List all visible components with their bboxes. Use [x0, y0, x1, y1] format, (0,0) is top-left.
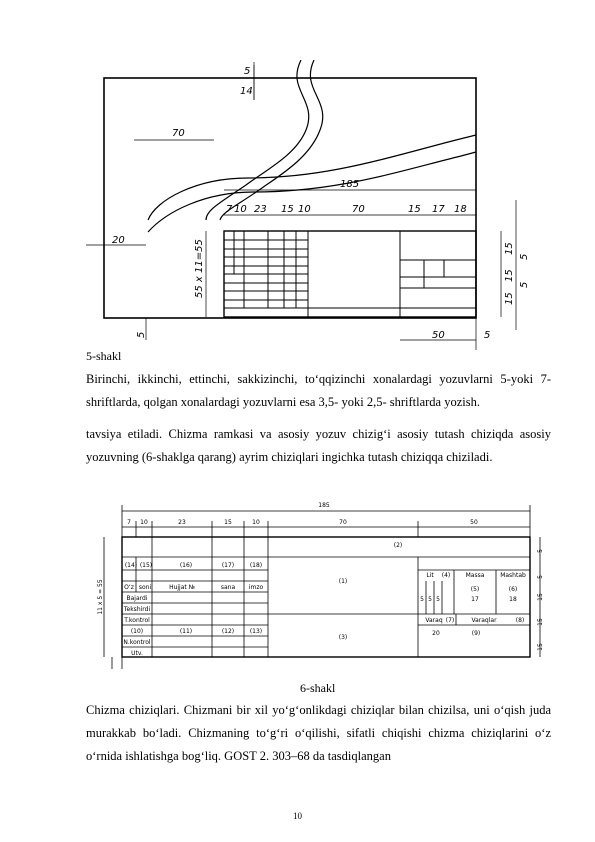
cell-soni: soni [138, 584, 152, 591]
side-5a: 5 [537, 549, 544, 553]
f6-left-dim: 11 x 5 = 55 [97, 579, 104, 615]
cell-5: (5) [470, 586, 480, 593]
dim-7: 7 [226, 204, 233, 215]
dim-70: 70 [352, 204, 365, 215]
f6-dim-23: 23 [178, 519, 186, 526]
cell-8: (8) [515, 617, 525, 624]
f6-dim-10b: 10 [252, 519, 260, 526]
dim-15-r3: 15 [504, 292, 515, 305]
cell-7: (7) [445, 617, 455, 624]
cell-5b: 5 [428, 596, 432, 603]
cell-tkontrol: T.kontrol [124, 617, 150, 624]
side-5b: 5 [537, 575, 544, 579]
f6-dim-10a: 10 [140, 519, 148, 526]
figure-5-drawing [86, 60, 531, 350]
dim-5-br: 5 [484, 330, 491, 341]
cell-varaqlar: Varaqlar [471, 617, 497, 624]
cell-sana: sana [220, 584, 236, 591]
cell-3: (3) [338, 634, 348, 641]
side-15c: 15 [537, 643, 544, 651]
cell-11: (11) [179, 628, 193, 635]
dim-5-r1: 5 [519, 253, 530, 260]
cell-14: (14) [124, 562, 138, 569]
cell-5c: 5 [436, 596, 440, 603]
cell-varaq: Varaq [425, 617, 443, 624]
cell-oz: O‘z [124, 584, 134, 591]
cell-5a: 5 [420, 596, 424, 603]
side-15b: 15 [537, 618, 544, 626]
dim-185: 185 [340, 179, 360, 190]
cell-18-val: 18 [509, 596, 517, 603]
cell-2: (2) [393, 542, 403, 549]
f6-dim-15: 15 [224, 519, 232, 526]
f6-dim-70: 70 [339, 519, 347, 526]
cell-17: (17) [221, 562, 235, 569]
figure-5-caption: 5-shakl [86, 349, 122, 363]
cell-20: 20 [432, 630, 440, 637]
dim-70-left: 70 [172, 128, 185, 139]
dim-5-r2: 5 [519, 281, 530, 288]
dim-55: 55 x 11=55 [194, 239, 205, 298]
cell-utv: Utv. [131, 650, 143, 657]
cell-9: (9) [471, 630, 481, 637]
dim-23: 23 [254, 204, 267, 215]
dim-10a: 10 [234, 204, 247, 215]
dim-50: 50 [432, 330, 445, 341]
cell-nkontrol: N.kontrol [123, 639, 151, 646]
paragraph-1: Birinchi, ikkinchi, ettinchi, sakkizinchi, to‘qqizinchi xonalardagi yozuvlarni 5-yoki 7- shriftlarda, qolgan xonalardagi yozuvlarni esa 3,5- yoki 2,5- shriftlarda yozish. [86, 372, 551, 409]
cell-4: (4) [441, 572, 451, 579]
paragraph-2: tavsiya etiladi. Chizma ramkasi va asosiy yozuv chizig‘i asosiy tutash chiziqda asosiy yozuvning (6-shaklga qarang) ayrim chiziqlari ingichka tutash chiziqqa chiziladi. [86, 427, 551, 464]
cell-13: (13) [249, 628, 263, 635]
dim-15a: 15 [281, 204, 294, 215]
cell-1: (1) [338, 578, 348, 585]
f6-dim-total: 185 [318, 502, 330, 509]
dim-17: 17 [432, 204, 445, 215]
page-number: 10 [293, 811, 302, 821]
dim-15-r2: 15 [504, 269, 515, 282]
dim-10b: 10 [298, 204, 311, 215]
paragraph-3: Chizma chiziqlari. Chizmani bir xil yo‘g‘onlikdagi chiziqlar bilan chizilsa, uni o‘qish juda murakkab bo‘ladi. Chizmaning to‘g‘ri o‘qilishi, sifatli chiqishi chizma chiziqlarini o‘z o‘rnida ishlatishga bog‘liq. GOST 2. 303–68 da tasdiqlangan [86, 703, 551, 763]
side-15a: 15 [537, 593, 544, 601]
figure-6-caption: 6-shakl [300, 681, 336, 695]
dim-18: 18 [454, 204, 467, 215]
dim-15-r1: 15 [504, 242, 515, 255]
cell-10: (10) [130, 628, 144, 635]
cell-18: (18) [249, 562, 263, 569]
cell-bajardi: Bajardi [126, 595, 148, 602]
cell-6: (6) [508, 586, 518, 593]
dim-14: 14 [240, 86, 253, 97]
f6-dim-50: 50 [470, 519, 478, 526]
cell-12: (12) [221, 628, 235, 635]
cell-tekshirdi: Tekshirdi [123, 606, 151, 613]
cell-16: (16) [179, 562, 193, 569]
cell-hujjat: Hujjat № [169, 584, 195, 591]
cell-15: (15) [139, 562, 153, 569]
dim-5-top: 5 [244, 66, 251, 77]
cell-masshtab: Mashtab [500, 572, 526, 579]
dim-5-bottom: 5 [136, 331, 147, 338]
cell-17-val: 17 [471, 596, 479, 603]
figure-6-drawing [96, 497, 548, 672]
cell-lit: Lit [426, 572, 434, 579]
cell-imzo: imzo [248, 584, 264, 591]
dim-20: 20 [112, 235, 125, 246]
dim-15b: 15 [408, 204, 421, 215]
f6-dim-7: 7 [127, 519, 131, 526]
cell-massa: Massa [465, 572, 485, 579]
